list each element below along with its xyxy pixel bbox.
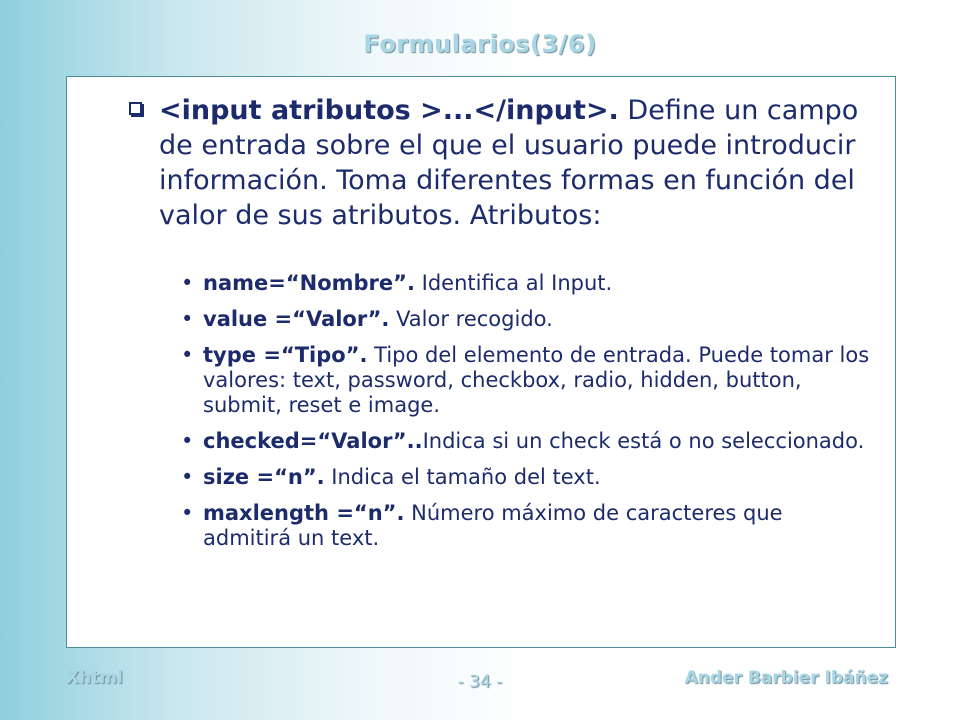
attribute-item-size	[175, 465, 875, 490]
attribute-item-checked	[175, 429, 875, 454]
attribute-bold: type =“Tipo”.	[203, 343, 368, 367]
content-box	[66, 76, 896, 648]
square-bullet-icon	[129, 102, 142, 115]
bullet-dot-icon: •	[181, 271, 194, 295]
attribute-bold: size =“n”.	[203, 465, 325, 489]
page-number: - 34 -	[457, 672, 503, 692]
attribute-text: Indica si un check está o no seleccionado.	[422, 429, 865, 453]
attribute-item-type	[175, 343, 875, 418]
attribute-item-value	[175, 307, 875, 332]
bullet-dot-icon: •	[181, 429, 194, 453]
main-bullet-bold: <input atributos >...</input>.	[159, 95, 619, 126]
attribute-bold: name=“Nombre”.	[203, 271, 415, 295]
attribute-text: Tipo del elemento de entrada. Puede tomar los valores: text, password, checkbox, radio, hidden, button, submit, reset e image.	[203, 343, 870, 417]
attribute-bold: maxlength =“n”.	[203, 501, 405, 525]
attribute-bold: value =“Valor”.	[203, 307, 390, 331]
main-bullet-text	[159, 93, 869, 233]
main-bullet-body: Define un campo de entrada sobre el que el usuario puede introducir información. Toma diferentes formas en función del valor de sus atributos. Atributos:	[159, 95, 859, 231]
attribute-item-name	[175, 271, 875, 296]
attribute-bold: checked=“Valor”..	[203, 429, 423, 453]
attribute-text: Valor recogido.	[389, 307, 553, 331]
slide-title: Formularios(3/6)	[363, 30, 597, 58]
attribute-text: Identifica al Input.	[414, 271, 613, 295]
attribute-list	[175, 271, 875, 562]
bullet-dot-icon: •	[181, 465, 194, 489]
attribute-text: Número máximo de caracteres que admitirá un text.	[203, 501, 783, 550]
attribute-text: Indica el tamaño del text.	[324, 465, 601, 489]
footer-left: Xhtml	[66, 668, 123, 688]
bullet-dot-icon: •	[181, 501, 194, 525]
bullet-dot-icon: •	[181, 343, 194, 367]
bullet-dot-icon: •	[181, 307, 194, 331]
attribute-item-maxlength	[175, 501, 875, 551]
main-bullet	[129, 93, 869, 233]
footer-author: Ander Barbier Ibáñez	[684, 668, 888, 688]
